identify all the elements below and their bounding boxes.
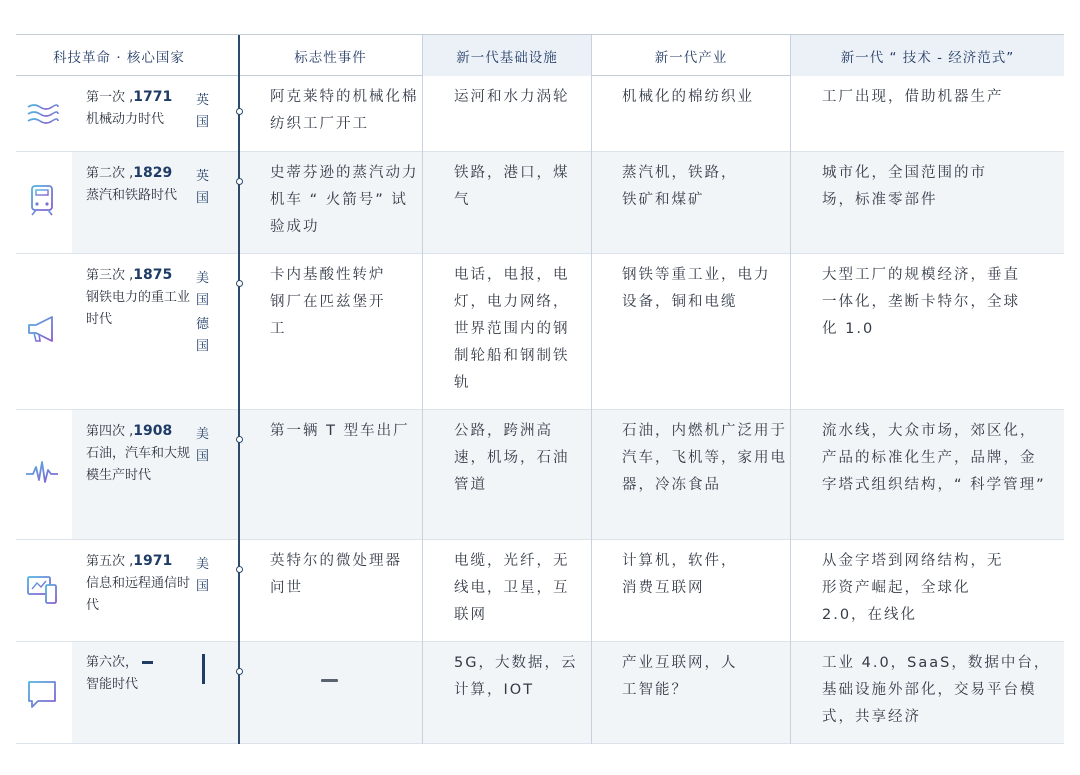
infrastructure-text: 公路，跨洲高速，机场，石油管道 xyxy=(454,423,570,493)
era-label: 第六次， 智能时代 xyxy=(86,652,153,696)
table-row xyxy=(16,642,1064,744)
era-label: 第四次 ,1908 石油，汽车和大规模生产时代 xyxy=(86,423,191,483)
country-bar xyxy=(202,654,205,684)
era-label: 第二次 ,1829 蒸汽和铁路时代 xyxy=(86,165,178,203)
pulse-icon xyxy=(24,454,60,490)
event-text: 卡内基酸性转炉钢厂在匹兹堡开工 xyxy=(270,267,386,337)
computer-icon xyxy=(24,572,60,608)
industry-text: 钢铁等重工业，电力设备，铜和电缆 xyxy=(622,267,771,310)
infrastructure-text: 5G，大数据，云计算，IOT xyxy=(454,655,578,698)
chat-icon xyxy=(24,676,60,712)
header-paradigm: 新一代 “ 技术 - 经济范式” xyxy=(791,35,1064,76)
era-label: 第五次 ,1971 信息和远程通信时代 xyxy=(86,553,191,613)
infrastructure-text: 铁路，港口，煤气 xyxy=(454,165,570,208)
table-row xyxy=(16,152,1064,254)
year-dash xyxy=(142,661,153,664)
timeline-dot xyxy=(236,566,243,573)
table-row xyxy=(16,540,1064,642)
paradigm-text: 流水线，大众市场，郊区化，产品的标准化生产，品牌，金字塔式组织结构，“ 科学管理” xyxy=(822,423,1046,493)
paradigm-text: 工业 4.0，SaaS，数据中台，基础设施外部化，交易平台模式，共享经济 xyxy=(822,655,1051,725)
paradigm-text: 从金字塔到网络结构，无形资产崛起，全球化 2.0，在线化 xyxy=(822,553,1004,623)
industry-text: 石油，内燃机广泛用于汽车，飞机等，家用电器，冷冻食品 xyxy=(622,423,787,493)
timeline-dot xyxy=(236,178,243,185)
table-header xyxy=(16,34,1064,76)
core-country: 美 国 德 国 xyxy=(196,271,210,354)
event-text: 英特尔的微处理器问世 xyxy=(270,553,402,596)
era-label: 第三次 ,1875 钢铁电力的重工业时代 xyxy=(86,267,191,327)
megaphone-icon xyxy=(24,312,60,348)
core-country: 英 国 xyxy=(196,93,210,130)
event-text: 阿克莱特的机械化棉纺织工厂开工 xyxy=(270,89,419,132)
timeline-dot xyxy=(236,668,243,675)
header-event: 标志性事件 xyxy=(294,49,367,66)
core-country: 美 国 xyxy=(196,427,210,464)
table-row xyxy=(16,76,1064,152)
train-icon xyxy=(24,182,60,218)
paradigm-text: 城市化，全国范围的市场，标准零部件 xyxy=(822,165,987,208)
event-dash xyxy=(321,679,338,682)
industry-text: 蒸汽机，铁路，铁矿和煤矿 xyxy=(622,165,738,208)
header-infrastructure: 新一代基础设施 xyxy=(423,35,591,76)
infrastructure-text: 电话，电报，电灯，电力网络，世界范围内的钢制轮船和钢制铁轨 xyxy=(454,267,570,391)
infrastructure-text: 电缆，光纤，无线电，卫星，互联网 xyxy=(454,553,570,623)
industry-text: 机械化的棉纺织业 xyxy=(622,89,754,105)
event-text: 第一辆 T 型车出厂 xyxy=(270,423,410,439)
timeline-dot xyxy=(236,108,243,115)
industry-text: 计算机，软件，消费互联网 xyxy=(622,553,738,596)
core-country: 美 国 xyxy=(196,557,210,594)
infrastructure-text: 运河和水力涡轮 xyxy=(454,89,570,105)
paradigm-text: 工厂出现，借助机器生产 xyxy=(822,89,1004,105)
event-text: 史蒂芬逊的蒸汽动力机车 “ 火箭号” 试验成功 xyxy=(270,165,419,235)
waves-icon xyxy=(24,96,60,132)
paradigm-text: 大型工厂的规模经济，垂直一体化，垄断卡特尔，全球化 1.0 xyxy=(822,267,1020,337)
timeline-dot xyxy=(236,280,243,287)
header-revolution-country: 科技革命 · 核心国家 xyxy=(53,49,185,66)
timeline-dot xyxy=(236,436,243,443)
table-row xyxy=(16,410,1064,540)
table-row xyxy=(16,254,1064,410)
revolution-table xyxy=(16,34,1064,725)
header-industry: 新一代产业 xyxy=(654,49,728,66)
core-country: 英 国 xyxy=(196,169,210,206)
era-label: 第一次 ,1771 机械动力时代 xyxy=(86,89,173,127)
industry-text: 产业互联网，人工智能？ xyxy=(622,655,738,698)
